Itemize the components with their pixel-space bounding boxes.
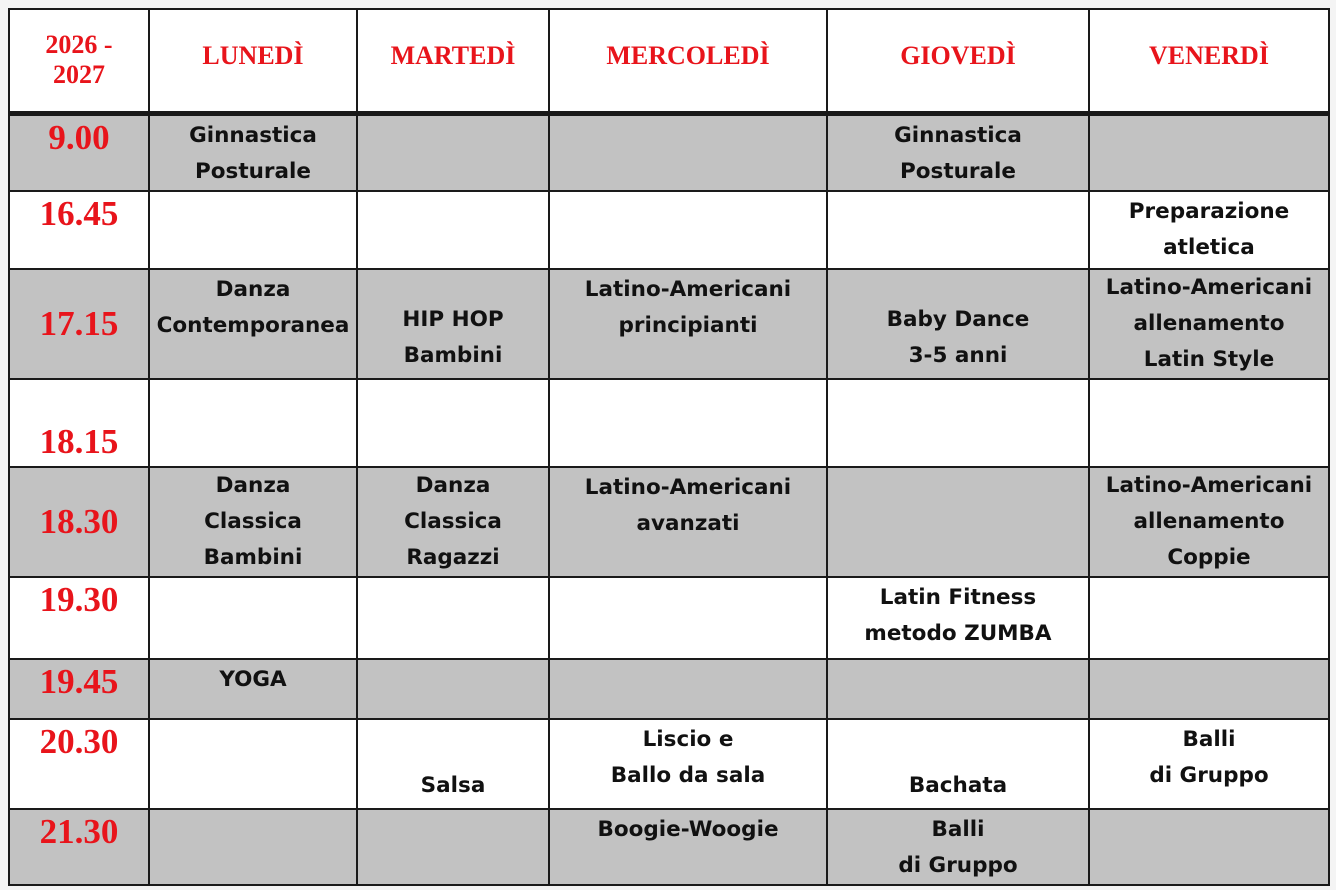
header-row (9, 9, 1329, 113)
schedule-cell-giovedi (827, 719, 1089, 809)
course-name-line: Posturale (195, 158, 311, 184)
time-slot: 17.15 (9, 269, 149, 379)
course-name-line: Latino-Americani (1105, 274, 1313, 300)
course-name-line: allenamento (1133, 508, 1285, 534)
schedule-cell-lunedi (149, 191, 357, 269)
schedule-cell-martedi (357, 467, 549, 577)
course-name-line: avanzati (636, 510, 740, 536)
schedule-cell-giovedi (827, 809, 1089, 885)
schedule-cell-mercoledi (549, 269, 827, 379)
schedule-cell-venerdi (1089, 577, 1329, 659)
course-name-line: Danza (215, 276, 291, 302)
time-slot: 20.30 (9, 719, 149, 809)
schedule-row (9, 467, 1329, 577)
schedule-cell-martedi (357, 809, 549, 885)
schedule-cell-lunedi (149, 719, 357, 809)
schedule-cell-martedi (357, 719, 549, 809)
day-header-lunedi: LUNEDÌ (149, 9, 357, 113)
schedule-cell-giovedi (827, 269, 1089, 379)
course-name-line: Baby Dance (886, 306, 1030, 332)
weekly-schedule-table (8, 8, 1330, 886)
schedule-row (9, 809, 1329, 885)
schedule-cell-venerdi (1089, 809, 1329, 885)
course-name-line: Ballo da sala (610, 762, 766, 788)
course-name-line: Latin Fitness (879, 584, 1037, 610)
course-name-line: metodo ZUMBA (864, 620, 1052, 646)
schedule-cell-lunedi (149, 659, 357, 719)
course-name-line: Ginnastica (894, 122, 1022, 148)
course-name-line: Balli (931, 816, 985, 842)
course-name-line: Liscio e (642, 726, 734, 752)
schedule-row (9, 269, 1329, 379)
schedule-cell-mercoledi (549, 379, 827, 467)
course-name-line: Danza (215, 472, 291, 498)
schedule-cell-venerdi (1089, 269, 1329, 379)
course-name-line: Posturale (900, 158, 1016, 184)
schedule-row (9, 719, 1329, 809)
year-header (9, 9, 149, 113)
schedule-cell-lunedi (149, 269, 357, 379)
schedule-cell-mercoledi (549, 719, 827, 809)
schedule-cell-venerdi (1089, 379, 1329, 467)
course-name-line: atletica (1163, 234, 1255, 260)
schedule-cell-giovedi (827, 659, 1089, 719)
course-name-line: allenamento (1133, 310, 1285, 336)
schedule-cell-martedi (357, 191, 549, 269)
time-slot: 16.45 (9, 191, 149, 269)
schedule-cell-martedi (357, 659, 549, 719)
course-name-line: Bambini (203, 544, 303, 570)
course-name-line: Latino-Americani (584, 474, 792, 500)
schedule-cell-lunedi (149, 809, 357, 885)
schedule-cell-mercoledi (549, 659, 827, 719)
schedule-cell-martedi (357, 269, 549, 379)
day-header-giovedi: GIOVEDÌ (827, 9, 1089, 113)
course-name-line: 3-5 anni (908, 342, 1008, 368)
schedule-cell-mercoledi (549, 809, 827, 885)
schedule-cell-mercoledi (549, 577, 827, 659)
course-name-line: Danza (415, 472, 491, 498)
course-name-line: Bachata (908, 772, 1008, 798)
course-name-line: HIP HOP (402, 306, 504, 332)
schedule-cell-martedi (357, 379, 549, 467)
schedule-row (9, 191, 1329, 269)
course-name-line: principianti (618, 312, 758, 338)
schedule-cell-martedi (357, 113, 549, 191)
schedule-cell-venerdi (1089, 113, 1329, 191)
schedule-cell-venerdi (1089, 719, 1329, 809)
schedule-row (9, 659, 1329, 719)
course-name-line: Contemporanea (156, 312, 350, 338)
schedule-cell-giovedi (827, 577, 1089, 659)
schedule-cell-venerdi (1089, 659, 1329, 719)
time-slot: 19.45 (9, 659, 149, 719)
schedule-cell-lunedi (149, 113, 357, 191)
schedule-cell-venerdi (1089, 467, 1329, 577)
time-slot: 21.30 (9, 809, 149, 885)
course-name-line: Latino-Americani (584, 276, 792, 302)
course-name-line: Bambini (403, 342, 503, 368)
course-name-line: Balli (1182, 726, 1236, 752)
schedule-cell-venerdi (1089, 191, 1329, 269)
course-name-line: Classica (404, 508, 502, 534)
schedule-cell-giovedi (827, 467, 1089, 577)
year-line-1: 2026 - (45, 30, 113, 60)
course-name-line: di Gruppo (1149, 762, 1269, 788)
day-header-venerdi: VENERDÌ (1089, 9, 1329, 113)
day-header-mercoledi: MERCOLEDÌ (549, 9, 827, 113)
schedule-row (9, 113, 1329, 191)
schedule-cell-mercoledi (549, 191, 827, 269)
schedule-cell-giovedi (827, 379, 1089, 467)
schedule-cell-mercoledi (549, 467, 827, 577)
course-name-line: YOGA (219, 666, 287, 692)
time-slot: 9.00 (9, 113, 149, 191)
course-name-line: Preparazione (1128, 198, 1290, 224)
schedule-row (9, 577, 1329, 659)
schedule-cell-martedi (357, 577, 549, 659)
course-name-line: Ginnastica (189, 122, 317, 148)
schedule-row (9, 379, 1329, 467)
course-name-line: Salsa (420, 772, 486, 798)
schedule-cell-mercoledi (549, 113, 827, 191)
course-name-line: Latino-Americani (1105, 472, 1313, 498)
schedule-cell-giovedi (827, 113, 1089, 191)
schedule-cell-lunedi (149, 379, 357, 467)
time-slot: 18.15 (9, 379, 149, 467)
day-header-martedi: MARTEDÌ (357, 9, 549, 113)
schedule-cell-lunedi (149, 467, 357, 577)
course-name-line: Coppie (1167, 544, 1251, 570)
course-name-line: Classica (204, 508, 302, 534)
schedule-cell-lunedi (149, 577, 357, 659)
time-slot: 18.30 (9, 467, 149, 577)
course-name-line: Ragazzi (406, 544, 500, 570)
course-name-line: Latin Style (1143, 346, 1275, 372)
year-line-2: 2027 (53, 60, 105, 90)
course-name-line: di Gruppo (898, 852, 1018, 878)
schedule-body (9, 113, 1329, 885)
schedule-cell-giovedi (827, 191, 1089, 269)
course-name-line: Boogie-Woogie (597, 816, 779, 842)
time-slot: 19.30 (9, 577, 149, 659)
